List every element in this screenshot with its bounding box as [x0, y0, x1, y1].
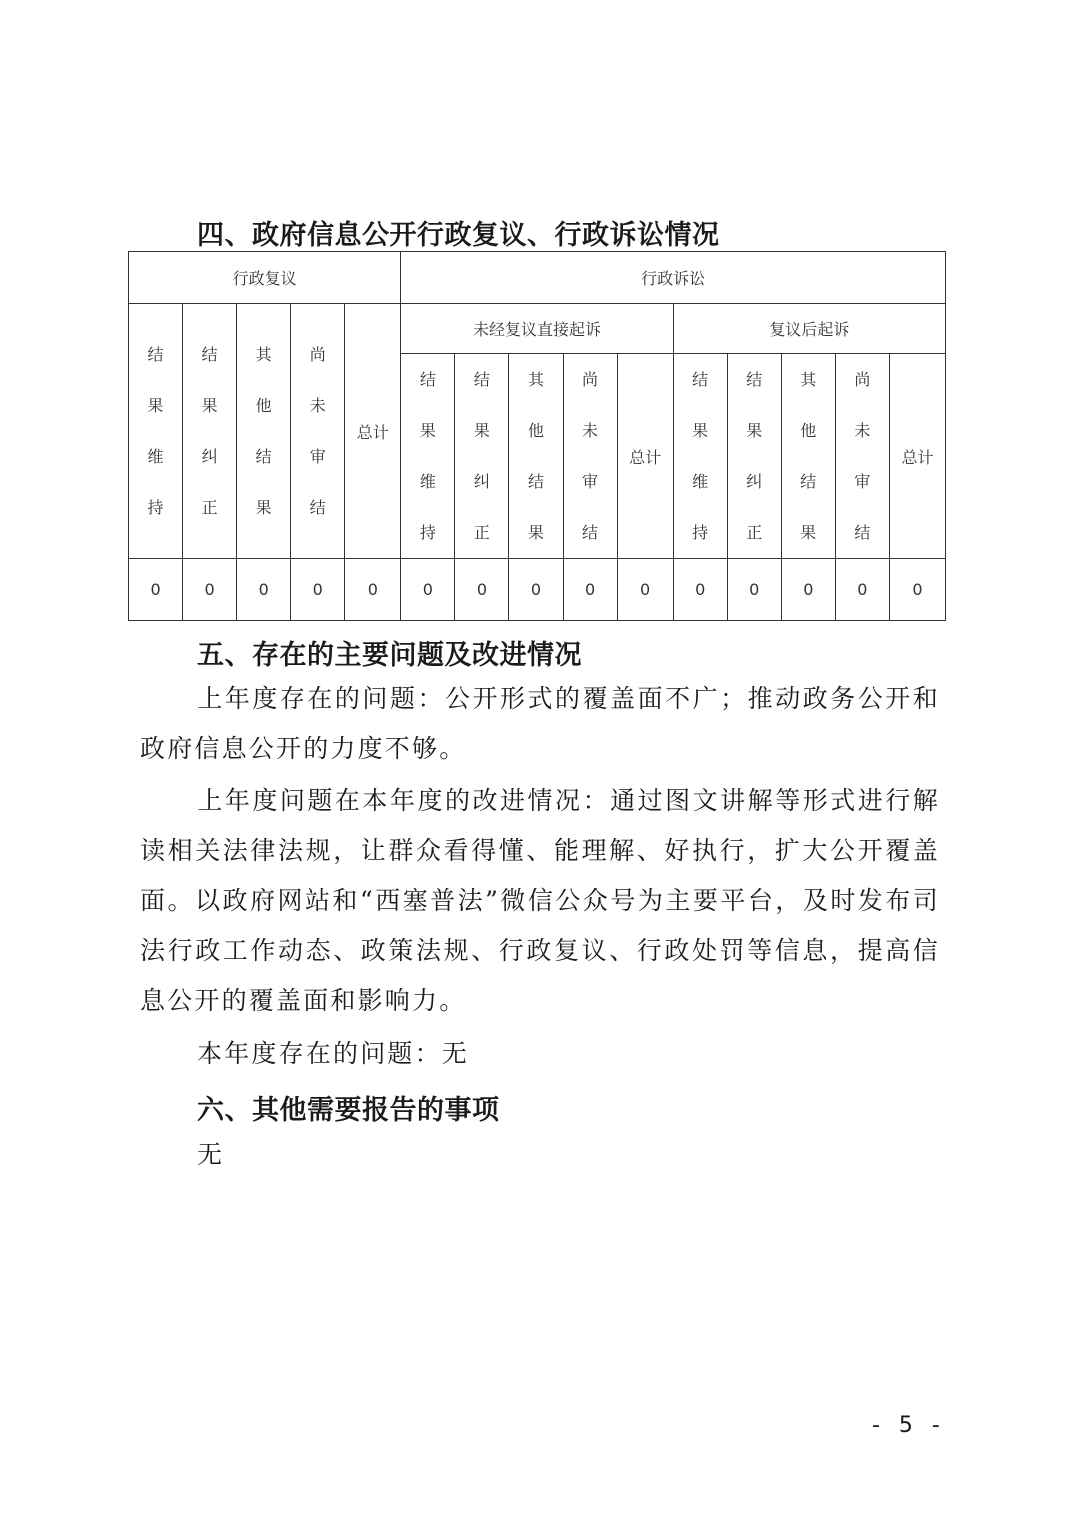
cell-value: 0	[781, 559, 835, 621]
cell-value: 0	[291, 559, 345, 621]
col-review-pending: 尚 未 审 结	[291, 304, 345, 559]
section5-paragraph-3	[140, 1029, 940, 1079]
cell-value: 0	[455, 559, 509, 621]
section6-paragraph-1	[140, 1130, 940, 1180]
section6-title: 六、其他需要报告的事项	[197, 1095, 500, 1126]
col-review-maintained: 结 果 维 持	[129, 304, 183, 559]
col-direct-maintained: 结 果 维 持	[401, 354, 455, 559]
cell-value: 0	[183, 559, 237, 621]
cell-value: 0	[673, 559, 727, 621]
col-direct-pending: 尚 未 审 结	[563, 354, 617, 559]
cell-value: 0	[889, 559, 945, 621]
col-after-corrected: 结 果 纠 正	[727, 354, 781, 559]
cell-value: 0	[835, 559, 889, 621]
header-admin-litigation: 行政诉讼	[401, 252, 946, 304]
col-review-corrected: 结 果 纠 正	[183, 304, 237, 559]
col-review-other: 其 他 结 果	[237, 304, 291, 559]
cell-value: 0	[509, 559, 563, 621]
col-after-other: 其 他 结 果	[781, 354, 835, 559]
section5-title: 五、存在的主要问题及改进情况	[197, 640, 582, 671]
cell-value: 0	[727, 559, 781, 621]
paragraph-text: 上年度存在的问题：公开形式的覆盖面不广；推动政务公开和政府信息公开的力度不够。	[140, 684, 940, 763]
cell-value: 0	[563, 559, 617, 621]
col-after-total: 总计	[889, 354, 945, 559]
col-direct-corrected: 结 果 纠 正	[455, 354, 509, 559]
paragraph-text: 本年度存在的问题：无	[197, 1039, 470, 1068]
col-after-maintained: 结 果 维 持	[673, 354, 727, 559]
cell-value: 0	[617, 559, 673, 621]
header-admin-review: 行政复议	[129, 252, 401, 304]
paragraph-text: 无	[197, 1140, 225, 1169]
col-direct-other: 其 他 结 果	[509, 354, 563, 559]
cell-value: 0	[237, 559, 291, 621]
paragraph-text: 上年度问题在本年度的改进情况：通过图文讲解等形式进行解读相关法律法规，让群众看得懂、能理解、好执行，扩大公开覆盖面。以政府网站和“西塞普法”微信公众号为主要平台，及时发布司法行政工作动态、政策法规、行政复议、行政处罚等信息，提高信息公开的覆盖面和影响力。	[140, 786, 940, 1015]
cell-value: 0	[129, 559, 183, 621]
cell-value: 0	[401, 559, 455, 621]
table-row	[129, 559, 946, 621]
section4-title: 四、政府信息公开行政复议、行政诉讼情况	[197, 220, 720, 251]
col-direct-total: 总计	[617, 354, 673, 559]
section5-paragraph-2	[140, 776, 940, 1026]
col-after-pending: 尚 未 审 结	[835, 354, 889, 559]
section5-paragraph-1	[140, 674, 940, 774]
header-suit-after-review: 复议后起诉	[673, 304, 945, 354]
cell-value: 0	[345, 559, 401, 621]
header-direct-suit: 未经复议直接起诉	[401, 304, 673, 354]
col-review-total: 总计	[345, 304, 401, 559]
review-litigation-table	[128, 251, 946, 621]
page-number: - 5 -	[872, 1413, 946, 1438]
